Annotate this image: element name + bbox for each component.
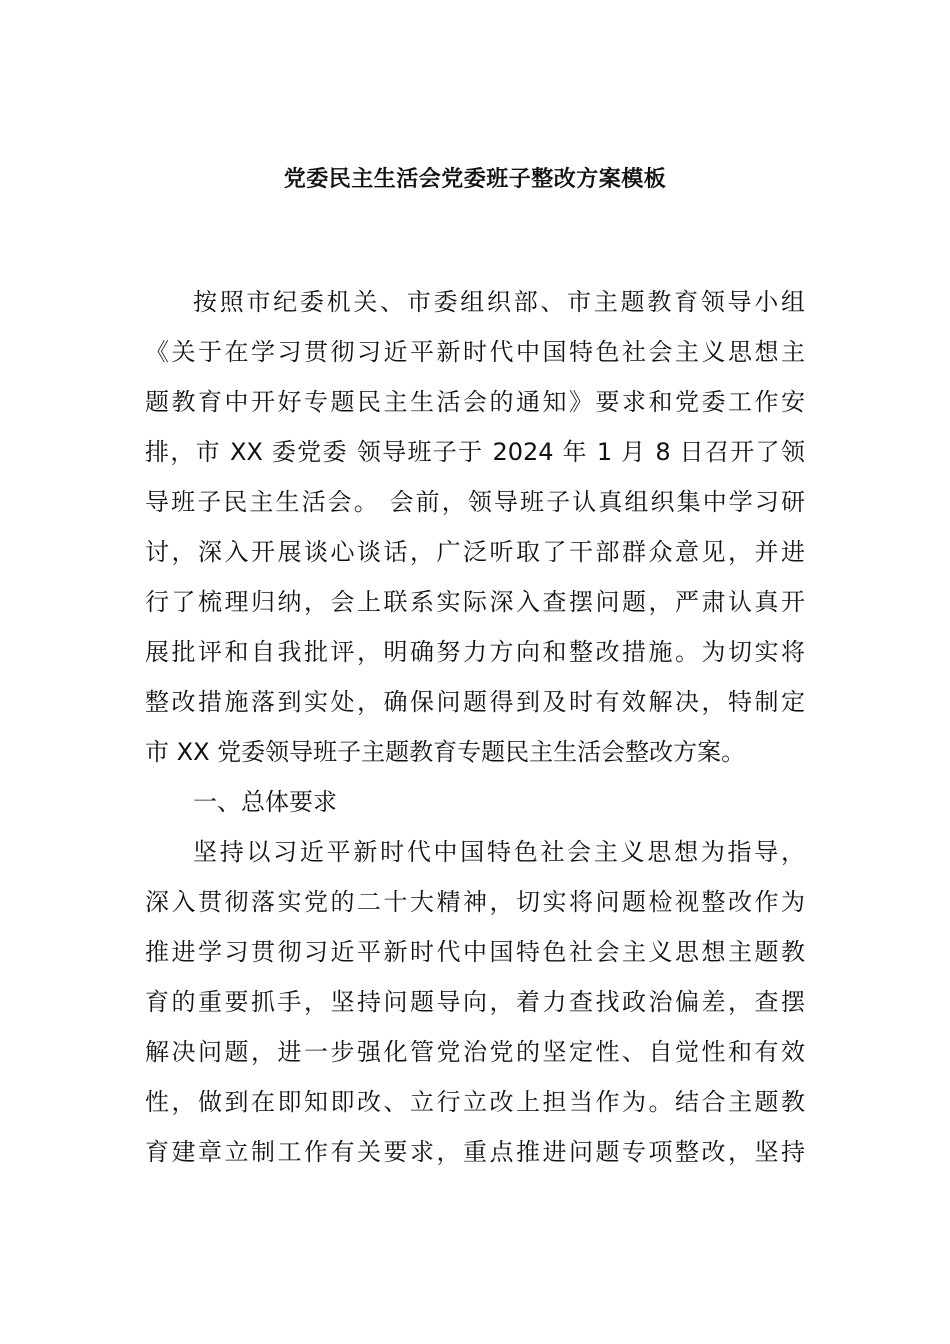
paragraph-line: 按照市纪委机关、市委组织部、市主题教育领导小组 xyxy=(193,288,805,316)
paragraph-line: 展批评和自我批评，明确努力方向和整改措施。为切实将 xyxy=(145,638,805,666)
paragraph-line: 深入贯彻落实党的二十大精神，切实将问题检视整改作为 xyxy=(145,888,805,916)
paragraph-line: 整改措施落到实处，确保问题得到及时有效解决，特制定 xyxy=(145,688,805,716)
paragraph-line: 育建章立制工作有关要求，重点推进问题专项整改，坚持 xyxy=(145,1138,805,1166)
paragraph-line: 育的重要抓手，坚持问题导向，着力查找政治偏差，查摆 xyxy=(145,988,805,1016)
paragraph-line: 导班子民主生活会。 会前，领导班子认真组织集中学习研 xyxy=(145,488,805,516)
paragraph-line: 题教育中开好专题民主生活会的通知》要求和党委工作安 xyxy=(145,388,805,416)
paragraph-line: 排，市 XX 委党委 领导班子于 2024 年 1 月 8 日召开了领 xyxy=(145,438,805,466)
paragraph-line: 推进学习贯彻习近平新时代中国特色社会主义思想主题教 xyxy=(145,938,805,966)
document-title: 党委民主生活会党委班子整改方案模板 xyxy=(283,167,667,192)
paragraph-line: 讨，深入开展谈心谈话，广泛听取了干部群众意见，并进 xyxy=(145,538,805,566)
paragraph-line: 坚持以习近平新时代中国特色社会主义思想为指导， xyxy=(193,838,805,866)
paragraph-line: 行了梳理归纳，会上联系实际深入查摆问题，严肃认真开 xyxy=(145,588,805,616)
section-heading: 一、总体要求 xyxy=(193,788,337,816)
paragraph-line: 解决问题，进一步强化管党治党的坚定性、自觉性和有效 xyxy=(145,1038,805,1066)
paragraph-line: 《关于在学习贯彻习近平新时代中国特色社会主义思想主 xyxy=(145,338,805,366)
paragraph-line: 市 XX 党委领导班子主题教育专题民主生活会整改方案。 xyxy=(145,738,746,766)
paragraph-line: 性，做到在即知即改、立行立改上担当作为。结合主题教 xyxy=(145,1088,805,1116)
